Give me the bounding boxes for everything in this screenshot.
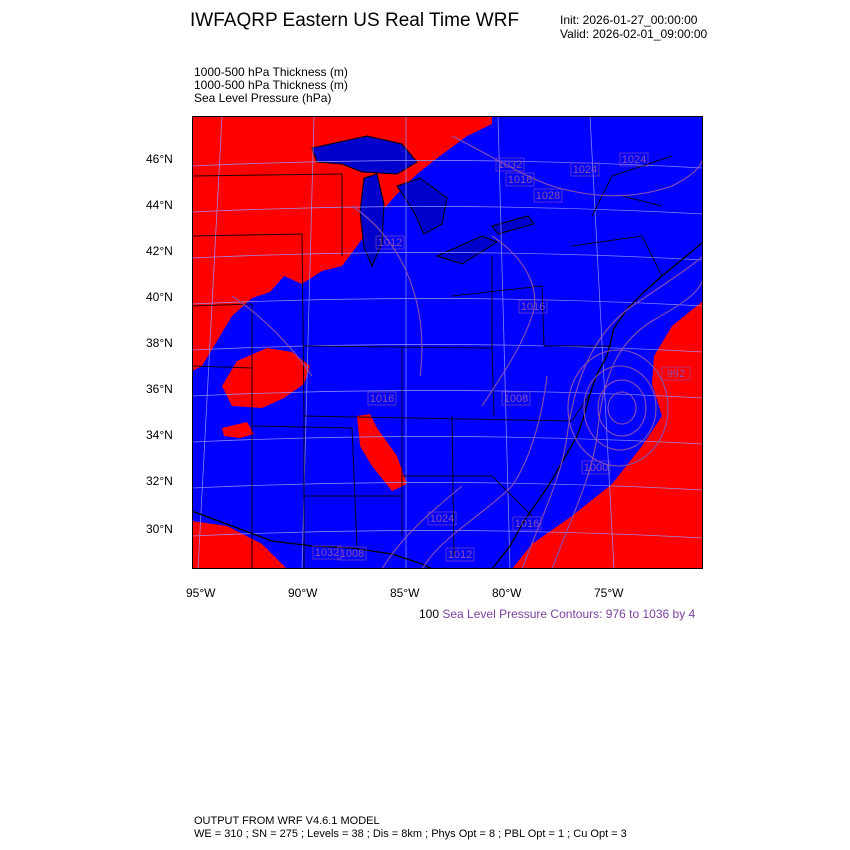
slp-label: 1028 (535, 190, 561, 202)
contour-legend-number: 100 (419, 607, 440, 621)
lon-tick-label: 85°W (390, 586, 420, 600)
lat-tick-label: 36°N (146, 382, 173, 396)
lon-tick-label: 75°W (594, 586, 624, 600)
slp-label: 1032 (497, 159, 523, 171)
lat-tick-label: 42°N (146, 244, 173, 258)
lat-tick-label: 34°N (146, 428, 173, 442)
lat-tick-label: 32°N (146, 474, 173, 488)
valid-time: Valid: 2026-02-01_09:00:00 (560, 27, 708, 41)
slp-label: 1000 (583, 462, 609, 474)
contour-legend (419, 607, 695, 621)
model-config: WE = 310 ; SN = 275 ; Levels = 38 ; Dis = 8km ; Phys Opt = 8 ; PBL Opt = 1 ; Cu Opt = 3 (194, 828, 627, 840)
lon-tick-label: 80°W (492, 586, 522, 600)
slp-label: 1016 (514, 518, 540, 530)
slp-label: 1016 (520, 301, 546, 313)
slp-label: 1032 (314, 547, 340, 559)
slp-label: 1016 (369, 393, 395, 405)
slp-label: 1012 (447, 549, 473, 561)
plot-title: IWFAQRP Eastern US Real Time WRF (190, 10, 520, 31)
lon-tick-label: 90°W (288, 586, 318, 600)
lon-tick-label: 95°W (186, 586, 216, 600)
field-label-thickness-2: 1000-500 hPa Thickness (m) (194, 78, 348, 92)
slp-label: 1012 (377, 237, 403, 249)
lat-tick-label: 30°N (146, 522, 173, 536)
lat-tick-label: 40°N (146, 290, 173, 304)
slp-label: 992 (666, 368, 686, 380)
contour-legend-text: Sea Level Pressure Contours: 976 to 1036 by 4 (442, 607, 696, 621)
map-canvas (192, 116, 703, 569)
lat-tick-label: 44°N (146, 198, 173, 212)
field-label-slp: Sea Level Pressure (hPa) (194, 91, 332, 105)
lat-tick-label: 46°N (146, 152, 173, 166)
map-panel (192, 116, 703, 569)
slp-label: 1024 (621, 154, 647, 166)
slp-label: 1008 (503, 393, 529, 405)
lat-tick-label: 38°N (146, 336, 173, 350)
field-label-thickness-1: 1000-500 hPa Thickness (m) (194, 65, 348, 79)
init-time: Init: 2026-01-27_00:00:00 (560, 13, 698, 27)
model-info: OUTPUT FROM WRF V4.6.1 MODEL (194, 815, 380, 827)
slp-label: 1016 (507, 174, 533, 186)
slp-label: 1024 (429, 513, 455, 525)
slp-label: 1008 (339, 548, 365, 560)
slp-label: 1024 (572, 164, 598, 176)
